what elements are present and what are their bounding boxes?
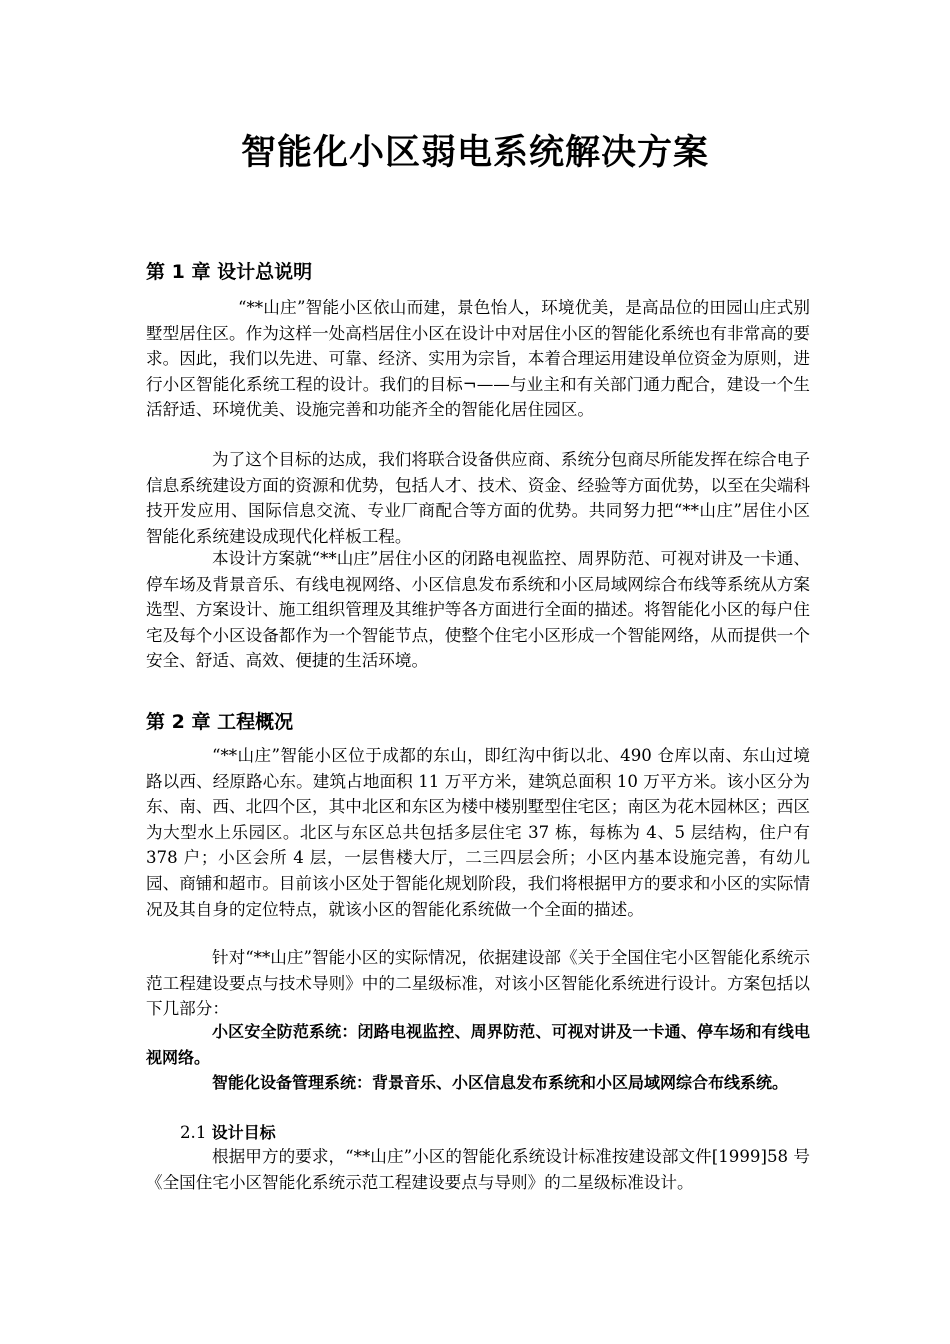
section-title: 设计目标 [211, 1123, 276, 1142]
chapter-2-paragraph-1: “**山庄”智能小区位于成都的东山，即红沟中街以北、490 仓库以南、东山过境路以西、经原路心东。建筑占地面积 11 万平方米，建筑总面积 10 万平方米。该小区分为东、南、西、北四个区，其中北区和东区为楼中楼别墅型住宅区；南区为花木园林区；西区为大型水上乐园区。北区与东区总共包括多层住宅 37 栋，每栋为 4、5 层结构，住户有 378 户；小区会所 4 层，一层售楼大厅，二三四层会所；小区内基本设施完善，有幼儿园、商铺和超市。目前该小区处于智能化规划阶段，我们将根据甲方的要求和小区的实际情况及其自身的定位特点，就该小区的智能化系统做一个全面的描述。 [146, 746, 810, 919]
chapter-1-paragraph-1: “**山庄”智能小区依山而建，景色怡人，环境优美，是高品位的田园山庄式别墅型居住区。作为这样一处高档居住小区在设计中对居住小区的智能化系统也有非常高的要求。因此，我们以先进、可靠、经济、实用为宗旨，本着合理运用建设单位资金为原则，进行小区智能化系统工程的设计。我们的目标¬——与业主和有关部门通力配合，建设一个生活舒适、环境优美、设施完善和功能齐全的智能化居住园区。 [146, 298, 810, 420]
chapter-1-heading: 第 1 章 设计总说明 [146, 261, 313, 283]
section-2-1-heading [180, 1120, 276, 1146]
chapter-2-heading: 第 2 章 工程概况 [146, 711, 294, 733]
equipment-management-summary: 智能化设备管理系统：背景音乐、小区信息发布系统和小区局域网综合布线系统。 [212, 1073, 789, 1092]
chapter-1-paragraph-3: 本设计方案就“**山庄”居住小区的闭路电视监控、周界防范、可视对讲及一卡通、停车场及背景音乐、有线电视网络、小区信息发布系统和小区局域网综合布线等系统从方案选型、方案设计、施工组织管理及其维护等各方面进行全面的描述。将智能化小区的每户住宅及每个小区设备都作为一个智能节点，使整个住宅小区形成一个智能网络，从而提供一个安全、舒适、高效、便捷的生活环境。 [146, 549, 810, 671]
chapter-2-paragraph-2: 针对“**山庄”智能小区的实际情况，依据建设部《关于全国住宅小区智能化系统示范工程建设要点与技术导则》中的二星级标准，对该小区智能化系统进行设计。方案包括以下几部分： [146, 948, 810, 1019]
security-system-summary: 小区安全防范系统：闭路电视监控、周界防范、可视对讲及一卡通、停车场和有线电视网络。 [146, 1022, 810, 1067]
chapter-1-paragraph-2: 为了这个目标的达成，我们将联合设备供应商、系统分包商尽所能发挥在综合电子信息系统建设方面的资源和优势，包括人才、技术、资金、经验等方面优势，以至在尖端科技开发应用、国际信息交流、专业厂商配合等方面的优势。共同努力把“**山庄”居住小区智能化系统建设成现代化样板工程。 [146, 450, 810, 546]
document-title: 智能化小区弱电系统解决方案 [240, 133, 709, 173]
section-number: 2.1 [180, 1123, 207, 1142]
section-2-1-paragraph: 根据甲方的要求，“**山庄”小区的智能化系统设计标准按建设部文件[1999]58 号《全国住宅小区智能化系统示范工程建设要点与导则》的二星级标准设计。 [146, 1147, 810, 1192]
